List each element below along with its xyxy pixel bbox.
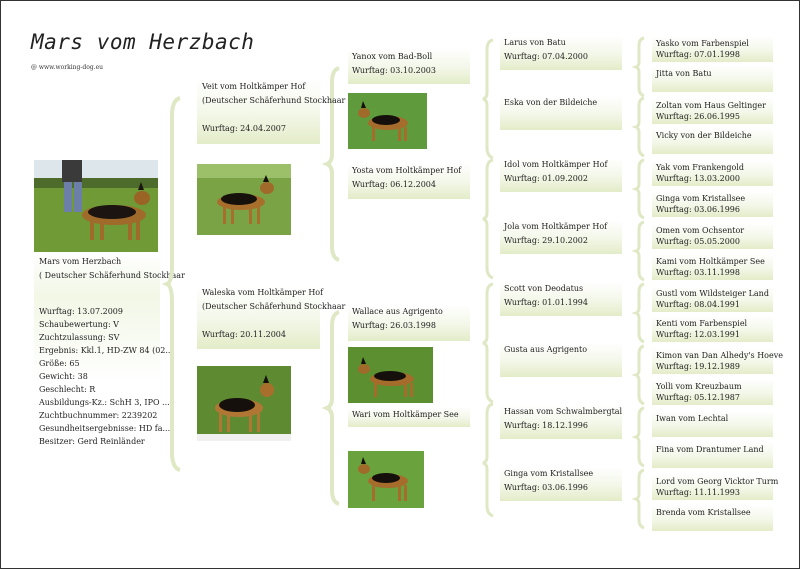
dog-name: Kami vom Holtkämper See (656, 257, 765, 266)
dam-box[interactable] (197, 285, 346, 349)
gen2-photo (348, 347, 433, 403)
dog-name: Fina vom Drantumer Land (656, 445, 764, 454)
detail-item: Zuchtbuchnummer: 2239202 (39, 411, 158, 420)
dog-breed: (Deutscher Schäferhund Stockhaar (202, 96, 346, 105)
dog-birthdate: Wurftag: 13.03.2000 (656, 174, 740, 183)
dog-birthdate: Wurftag: 08.04.1991 (656, 300, 740, 309)
dog-photo-image (34, 160, 158, 252)
sire-photo (197, 164, 291, 235)
dog-birthdate: Wurftag: 07.01.1998 (656, 50, 740, 59)
dog-birthdate: Wurftag: 20.11.2004 (202, 330, 286, 339)
detail-item: Gesundheitsergebnisse: HD fa... (39, 424, 171, 433)
gen4-box[interactable] (652, 379, 773, 405)
dog-name: Jola vom Holtkämper Hof (504, 222, 608, 231)
gen4-box[interactable] (652, 160, 773, 186)
dam-photo (197, 366, 291, 441)
gen3-box[interactable] (500, 96, 622, 130)
gen4-box[interactable] (652, 191, 773, 217)
dog-birthdate: Wurftag: 03.06.1996 (504, 483, 588, 492)
gen4-box[interactable] (652, 316, 773, 342)
gen4-box[interactable] (652, 223, 773, 249)
gen4-box[interactable] (652, 348, 783, 374)
detail-item: Schaubewertung: V (39, 320, 119, 329)
dog-birthdate: Wurftag: 03.06.1996 (656, 205, 740, 214)
dog-photo-image (348, 451, 424, 508)
gen3-box[interactable] (500, 343, 622, 377)
dog-birthdate: Wurftag: 26.06.1995 (656, 112, 740, 121)
brace-gen3 (482, 38, 496, 518)
subject-photo (34, 160, 158, 252)
gen2-box[interactable] (348, 305, 470, 341)
dog-name: Gustl vom Wildsteiger Land (656, 289, 769, 298)
dog-name: Wari vom Holtkämper See (352, 410, 459, 419)
gen4-box[interactable] (652, 66, 773, 92)
dog-name: Yanox vom Bad-Boll (352, 52, 433, 61)
dog-birthdate: Wurftag: 07.04.2000 (504, 52, 588, 61)
dog-name: Hassan vom Schwalmbergtal (504, 407, 623, 416)
dog-photo-image (197, 366, 291, 441)
gen3-box[interactable] (500, 158, 622, 192)
brace-gen4 (635, 36, 647, 528)
dog-name: Kimon van Dan Alhedy's Hoeve (656, 351, 783, 360)
dog-photo-image (348, 93, 427, 149)
dog-birthdate: Wurftag: 29.10.2002 (504, 236, 588, 245)
dog-name: Iwan vom Lechtal (656, 414, 729, 423)
dog-name: Yosta vom Holtkämper Hof (352, 166, 462, 175)
dog-breed: (Deutscher Schäferhund Stockhaar (202, 302, 346, 311)
dog-birthdate: Wurftag: 18.12.1996 (504, 421, 588, 430)
dog-name: Idol vom Holtkämper Hof (504, 160, 608, 169)
dog-name: Wallace aus Agrigento (352, 307, 443, 316)
gen4-box[interactable] (652, 505, 773, 531)
subject-details (34, 305, 174, 448)
gen3-box[interactable] (500, 36, 622, 70)
gen4-box[interactable] (652, 254, 773, 280)
dog-name: Lord vom Georg Vicktor Turm (656, 477, 779, 486)
dog-name: Omen vom Ochsentor (656, 226, 745, 235)
detail-item: Wurftag: 13.07.2009 (39, 307, 123, 316)
subject-name-box (34, 255, 185, 299)
dog-name: Scott von Deodatus (504, 284, 584, 293)
dog-name: Ginga vom Kristallsee (504, 469, 594, 478)
dog-name: Kenti vom Farbenspiel (656, 319, 748, 328)
gen4-box[interactable] (652, 98, 773, 124)
subject-breed: ( Deutscher Schäferhund Stockhaar (39, 271, 185, 280)
dog-name: Waleska vom Holtkämper Hof (202, 288, 324, 297)
dog-name: Vicky von der Bildeiche (656, 131, 752, 140)
gen3-box[interactable] (500, 467, 622, 501)
dog-birthdate: Wurftag: 06.12.2004 (352, 180, 436, 189)
dog-birthdate: Wurftag: 26.03.1998 (352, 321, 436, 330)
dog-name: Zoltan vom Haus Geltinger (656, 101, 766, 110)
dog-birthdate: Wurftag: 11.11.1993 (656, 488, 740, 497)
page-title: Mars vom Herzbach (31, 30, 255, 54)
dog-birthdate: Wurftag: 01.09.2002 (504, 174, 588, 183)
gen2-photo (348, 93, 427, 149)
gen4-box[interactable] (652, 128, 773, 154)
gen3-box[interactable] (500, 282, 622, 316)
subject-name: Mars vom Herzbach (39, 257, 122, 266)
dog-photo-image (348, 347, 433, 403)
dog-birthdate: Wurftag: 05.05.2000 (656, 237, 740, 246)
dog-birthdate: Wurftag: 01.01.1994 (504, 298, 588, 307)
gen4-box[interactable] (652, 442, 773, 468)
detail-item: Ergebnis: Kkl.1, HD-ZW 84 (02... (39, 346, 174, 355)
dog-name: Yolli vom Kreuzbaum (656, 382, 742, 391)
dog-name: Yasko vom Farbenspiel (656, 39, 749, 48)
gen3-box[interactable] (500, 220, 622, 254)
dog-birthdate: Wurftag: 24.04.2007 (202, 124, 286, 133)
gen4-box[interactable] (652, 286, 773, 312)
dog-name: Gusta aus Agrigento (504, 345, 588, 354)
detail-item: Gewicht: 38 (39, 372, 88, 381)
gen3-box[interactable] (500, 405, 622, 439)
gen2-box[interactable] (348, 48, 470, 84)
dog-name: Eska von der Bildeiche (504, 98, 598, 107)
detail-item: Ausbildungs-Kz.: SchH 3, IPO ... (39, 398, 170, 407)
dog-name: Ginga vom Kristallsee (656, 194, 746, 203)
dog-birthdate: Wurftag: 05.12.1987 (656, 393, 740, 402)
gen4-box[interactable] (652, 411, 773, 437)
dog-name: Brenda vom Kristallsee (656, 508, 751, 517)
brace-gen1 (166, 96, 184, 472)
detail-item: Geschlecht: R (39, 385, 96, 394)
detail-item: Zuchtzulassung: SV (39, 333, 120, 342)
website-link[interactable]: @ www.working-dog.eu (31, 64, 104, 71)
sire-box[interactable] (197, 78, 346, 144)
dog-birthdate: Wurftag: 03.11.1998 (656, 268, 740, 277)
dog-birthdate: Wurftag: 19.12.1989 (656, 362, 740, 371)
detail-item: Größe: 65 (39, 359, 80, 368)
brace-gen2-bottom (326, 310, 342, 506)
dog-photo-image (197, 164, 291, 235)
gen2-box[interactable] (348, 407, 470, 427)
dog-name: Jitta von Batu (656, 69, 712, 78)
gen4-box[interactable] (652, 36, 773, 62)
gen2-box[interactable] (348, 163, 470, 199)
dog-name: Veit vom Holtkämper Hof (202, 82, 306, 91)
dog-birthdate: Wurftag: 12.03.1991 (656, 330, 740, 339)
dog-name: Larus von Batu (504, 38, 566, 47)
dog-birthdate: Wurftag: 03.10.2003 (352, 66, 436, 75)
dog-name: Yak vom Frankengold (656, 163, 744, 172)
gen4-box[interactable] (652, 474, 779, 500)
detail-item: Besitzer: Gerd Reinländer (39, 437, 145, 446)
gen2-photo (348, 451, 424, 508)
